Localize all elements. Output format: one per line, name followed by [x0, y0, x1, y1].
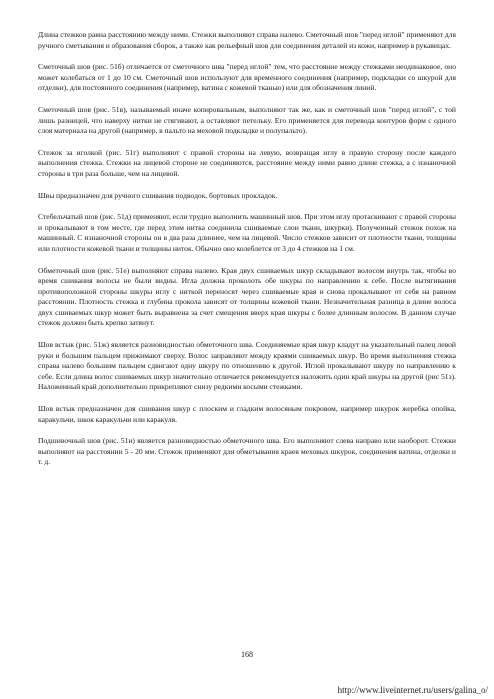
paragraph-10: Подшивочный шов (рис. 51и) является разновидностью обметочного шва. Его выполняют слева направо или наоборот. Стежки выполняют на расстоянии 5 - 20 мм. Стежок применяют для обметывания краев меховых шкурок, соединения ватина, отделки и т. д.	[38, 436, 456, 467]
paragraph-5: Швы предназначен для ручного сшивания подводок, бортовых прокладок.	[38, 190, 278, 200]
paragraph-4: Стежок за иголкой (рис. 51г) выполняют с правой стороны на левую, возвращая иглу в правую сторону после каждого выполнения стежка. Стежки на лицевой стороне не соединяются, расстояние между ними равно длине стежка, а с изнаночной стороны в три раза больше, чем на лицевой.	[38, 147, 456, 178]
paragraph-9: Шов встык предназначен для сшивания шкур с плоским и гладким волосяным покровом, например шкурок жеребка опойка, каракульчи, шкок каракульчи или каракуля.	[38, 404, 456, 424]
page-number: 168	[241, 650, 253, 659]
paragraph-1: Длина стежков равна расстоянию между ними. Стежки выполняют справа налево. Сметочный шов "перед иглой" применяют для ручного сметывания и образования сборок, а также как рельефный шов для соединения деталей из кожи, например в рукавицах.	[38, 30, 456, 50]
paragraph-7: Обметочный шов (рис. 51е) выполняют справа налево. Края двух сшиваемых шкур складывают волосом внутрь так, чтобы во время сшивания волосы не были видны. Игла должна проколоть обе шкуры по направлению к себе. После вытягивания противоположной стороны шкуры иглу с ниткой переносят через сшиваемые края и снова прокалывают от себя на равном расстоянии. Плотность стежка и глубина прокола зависят от толщины кожевой ткани. Незначительная разница в длине волоса двух сшиваемых шкур может быть выравнена за счет смещения вверх края шкуры с более длинным волосом. В данном случае стежок должен быть крепко затянут.	[38, 265, 456, 328]
document-body	[38, 30, 456, 479]
watermark-url: http://www.liveinternet.ru/users/galina_o/	[337, 685, 488, 695]
paragraph-3: Сметочный шов (рис. 51в), называемый иначе копировальным, выполняют так же, как и сметочный шов "перед иглой", с той лишь разницей, что наверху нитки не стягивают, а оставляют петельку. Его применяется для перевода контуров форм с одного слоя материала на другой (например, в пальто на меховой подкладке и полупальто).	[38, 104, 456, 136]
paragraph-8: Шов встык (рис. 51ж) является разновидностью обметочного шва. Соединяемые края шкур кладут на указательный палец левой руки и большим пальцем прижимают сверху. Волос заправляют между краями сшиваемых шкур. Во время выполнения стежка справа налево большим пальцем сдвигают одну шкуру по отношению к другой. Иглой прокалывают шкуру по направлению к себе. Если длина волос сшиваемых шкур значительно отличается рекомендуется наложить один край шкуры на другой (рис 51з). Наложенный край дополнительно прикрепляют снизу редкими косыми стежками.	[38, 340, 456, 392]
paragraph-6: Стебельчатый шов (рис. 51д) применяют, если трудно выполнить машинный шов. При этом иглу протаскивают с правой стороны и прокалывают в том месте, где перед этим нитка соединила сшиваемые слои ткани, шкурки). Полученный стежок похож на машинный. С изнаночной стороны он в два раза длиннее, чем на лицевой. Число стежков зависит от плотности ткани, толщины или плотности кожевой ткани и толщины ниток. Обычно оно колеблется от 3 до 4 стежков на 1 см.	[38, 212, 456, 253]
paragraph-2: Сметочный шов (рис. 51б) отличается от сметочного шва "перед иглой" тем, что расстояние между стежками неодинаковое, оно может колебаться от 1 до 10 см. Сметочный шов используют для временного соединения (например, подкладки со шкурой для отделки), для постоянного соединения (например, ватина с кожевой тканью) или для обозначения линий.	[38, 62, 456, 93]
